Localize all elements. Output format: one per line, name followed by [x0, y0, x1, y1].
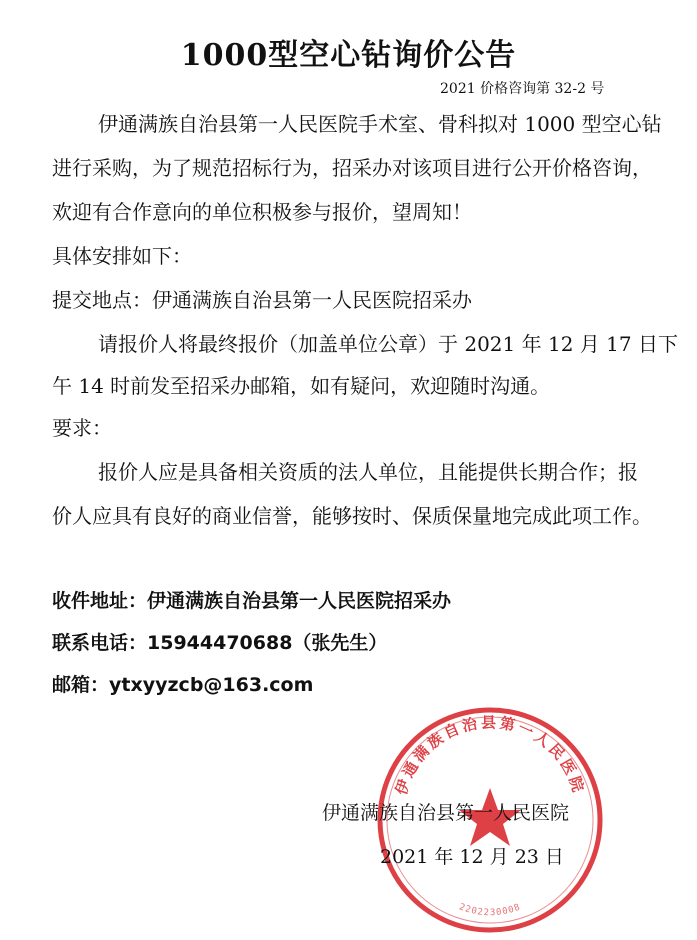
submit-location: 提交地点：伊通满族自治县第一人民医院招采办 [52, 288, 472, 312]
signature-date: 2021 年 12 月 23 日 [380, 846, 564, 868]
address-line: 收件地址：伊通满族自治县第一人民医院招采办 [52, 590, 452, 612]
document-number: 2021 价格咨询第 32-2 号 [440, 81, 605, 97]
quote-instruction-line-2: 午 14 时前发至招采办邮箱，如有疑问，欢迎随时沟通。 [52, 374, 551, 398]
arrangement-heading: 具体安排如下： [52, 244, 192, 268]
intro-line-2: 进行采购，为了规范招标行为，招采办对该项目进行公开价格咨询， [52, 156, 652, 180]
phone-line: 联系电话：15944470688（张先生） [52, 632, 388, 654]
intro-line-3: 欢迎有合作意向的单位积极参与报价，望周知！ [52, 200, 472, 224]
seal-code: 2202230008 [457, 902, 523, 919]
page-title: 1000型空心钻询价公告 [180, 38, 517, 73]
svg-text:2202230008 [458, 902, 523, 918]
email-line: 邮箱：ytxyyzcb@163.com [52, 674, 314, 696]
requirements-line-2: 价人应具有良好的商业信誉，能够按时、保质保量地完成此项工作。 [52, 504, 652, 528]
signature-organization: 伊通满族自治县第一人民医院 [322, 802, 570, 824]
intro-line-1: 伊通满族自治县第一人民医院手术室、骨科拟对 1000 型空心钻 [98, 112, 662, 136]
seal-text: 伊通满族自治县第一人民医院 [392, 713, 588, 797]
quote-instruction-line-1: 请报价人将最终报价（加盖单位公章）于 2021 年 12 月 17 日下 [98, 332, 678, 356]
requirements-line-1: 报价人应是具备相关资质的法人单位，且能提供长期合作；报 [98, 460, 638, 484]
svg-text:伊通满族自治县第一人民医院 [392, 714, 588, 797]
requirements-heading: 要求： [52, 416, 112, 440]
